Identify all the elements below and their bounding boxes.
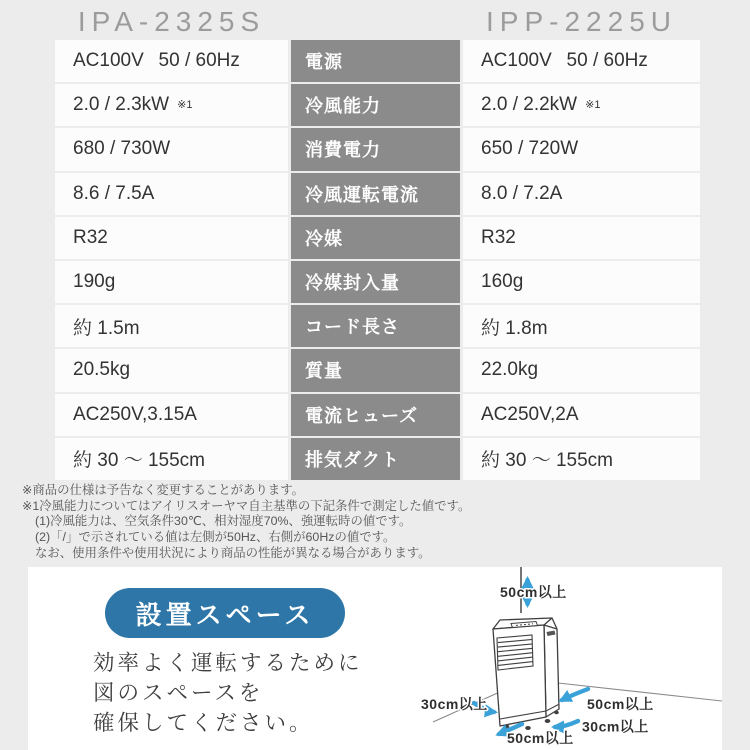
footnote-line: なお、使用条件や使用状況により商品の性能が異なる場合があります。: [35, 545, 431, 560]
model-title-right: IPP-2225U: [486, 6, 677, 37]
spec-value-right: 22.0kg: [463, 349, 700, 391]
installation-space-card: [28, 567, 722, 750]
spec-value-right: 2.0 / 2.2kW $^{※1}$: [463, 84, 700, 126]
spec-row-label: 電源: [291, 40, 460, 82]
spec-value-left: 8.6 / 7.5A: [55, 173, 288, 215]
spec-row-label: 冷風運転電流: [291, 173, 460, 215]
footnotes: [22, 483, 470, 562]
installation-description-line: 図のスペースを: [93, 681, 264, 705]
spec-row-label: 冷媒封入量: [291, 261, 460, 303]
spec-row-label: 冷媒: [291, 217, 460, 259]
spec-row-label: コード長さ: [291, 305, 460, 347]
spec-value-left: 約 1.5m: [55, 305, 288, 347]
footnote-line: (1)冷風能力は、空気条件30℃、相対湿度70%、強運転時の値です。: [35, 514, 412, 529]
spec-note-left: ※1: [177, 98, 193, 111]
left-clearance-label: 30cm以上: [421, 696, 488, 712]
spec-row-label: 質量: [291, 349, 460, 391]
spec-value-right: 約 1.8m: [463, 305, 700, 347]
top-clearance-label: 50cm以上: [500, 584, 567, 600]
footnote-line: ※1冷風能力についてはアイリスオーヤマ自主基準の下記条件で測定した値です。: [22, 498, 471, 513]
spec-value-left: 20.5kg: [55, 349, 288, 391]
footnote-line: (2)「/」で示されている値は左側が50Hz、右側が60Hzの値です。: [35, 530, 396, 545]
installation-clearance-diagram: [28, 567, 722, 750]
spec-table: [55, 40, 700, 480]
spec-value-right: 約 30 ～ 155cm: [463, 438, 700, 480]
spec-row-label: 排気ダクト: [291, 438, 460, 480]
spec-value-left: R32: [55, 217, 288, 259]
spec-value-right: R32: [463, 217, 700, 259]
footnote-line: ※商品の仕様は予告なく変更することがあります。: [22, 483, 304, 497]
spec-value-left: 約 30 ～ 155cm: [55, 438, 288, 480]
installation-description-line: 確保してください。: [93, 711, 314, 735]
spec-row-label: 電流ヒューズ: [291, 394, 460, 436]
spec-value-right: 160g: [463, 261, 700, 303]
spec-note-right: ※1: [585, 98, 601, 111]
installation-space-badge: 設置スペース: [105, 588, 345, 638]
spec-value-right: AC100V 50 / 60Hz: [463, 40, 700, 82]
installation-description-line: 効率よく運転するために: [93, 651, 363, 675]
spec-value-left: 190g: [55, 261, 288, 303]
spec-value-left: AC100V 50 / 60Hz: [55, 40, 288, 82]
right-clearance-arrow: [562, 689, 588, 700]
right-clearance-label: 50cm以上: [587, 696, 654, 712]
model-titles: [55, 6, 700, 38]
model-title-left: IPA-2325S: [77, 6, 266, 37]
spec-row-label: 冷風能力: [291, 84, 460, 126]
spec-value-left: AC250V,3.15A: [55, 394, 288, 436]
spec-value-right: 650 / 720W: [463, 128, 700, 170]
spec-row-label: 消費電力: [291, 128, 460, 170]
spec-value-left: 680 / 730W: [55, 128, 288, 170]
front-clearance-label: 50cm以上: [507, 730, 574, 746]
spec-value-right: AC250V,2A: [463, 394, 700, 436]
back-clearance-arrow: [555, 721, 578, 727]
back-clearance-label: 30cm以上: [582, 718, 649, 735]
spec-value-left: 2.0 / 2.3kW $^{※1}$: [55, 84, 288, 126]
spec-value-right: 8.0 / 7.2A: [463, 173, 700, 215]
